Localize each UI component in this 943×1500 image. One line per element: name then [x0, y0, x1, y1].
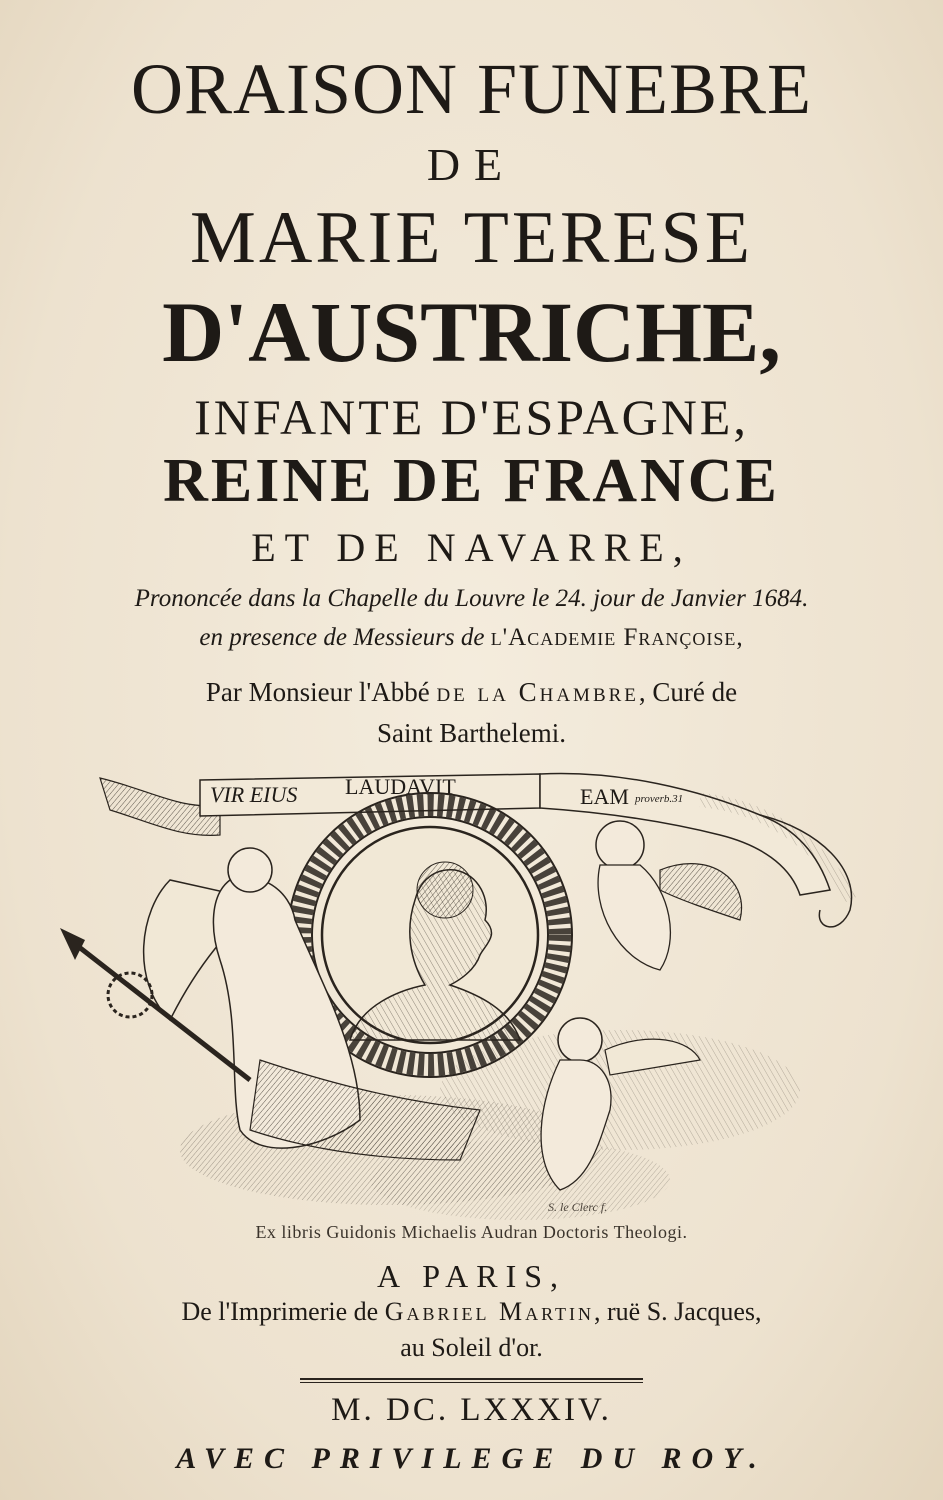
divider-rule-thin — [300, 1382, 643, 1383]
printer-suffix: , ruë S. Jacques, — [594, 1297, 762, 1326]
imprint-city: A PARIS, — [376, 1258, 567, 1294]
engraver-signature: S. le Clerc f. — [548, 1200, 608, 1214]
imprint-sign: au Soleil d'or. — [400, 1333, 543, 1362]
banner-text-laudavit: LAUDAVIT — [345, 774, 456, 799]
engraved-vignette — [60, 760, 890, 1230]
author-suffix: , Curé de — [638, 677, 738, 707]
presence-line — [0, 624, 943, 652]
title-line-reine: REINE DE FRANCE — [163, 447, 780, 515]
queen-portrait-medallion — [322, 827, 538, 1043]
title-line-austriche: D'AUSTRICHE, — [162, 284, 781, 380]
printer-prefix: De l'Imprimerie de — [181, 1297, 379, 1326]
title-line-infante: INFANTE D'ESPAGNE, — [194, 389, 749, 445]
royal-privilege: AVEC PRIVILEGE DU ROY. — [176, 1442, 767, 1475]
title-line-oraison: ORAISON FUNEBRE — [130, 49, 813, 129]
presence-prefix: en presence de Messieurs de — [199, 624, 485, 651]
academy-name: l'Academie Françoise, — [490, 624, 744, 651]
imprint-printer — [0, 1297, 943, 1327]
title-line-de: DE — [426, 139, 517, 190]
ex-libris-inscription: Ex libris Guidonis Michaelis Audran Doctoris Theologi. — [255, 1222, 688, 1242]
title-line-navarre: ET DE NAVARRE, — [251, 525, 692, 570]
cherub-upper — [596, 821, 742, 970]
printer-name: Gabriel Martin — [384, 1297, 594, 1326]
banner-text-vir-eius: VIR EIUS — [210, 782, 298, 807]
author-parish: Saint Barthelemi. — [377, 718, 566, 748]
occasion-line: Prononcée dans la Chapelle du Louvre le 24. jour de Janvier 1684. — [134, 585, 809, 612]
banner-text-eam: EAM — [580, 784, 629, 809]
imprint-year: M. DC. LXXXIV. — [331, 1392, 612, 1428]
author-line — [0, 677, 943, 708]
divider-rule — [300, 1378, 643, 1380]
author-name: de la Chambre — [436, 677, 639, 707]
banner-text-ref: proverb.31 — [635, 793, 684, 805]
title-line-marie-terese: MARIE TERESE — [190, 197, 753, 279]
author-prefix: Par Monsieur l'Abbé — [205, 677, 430, 707]
